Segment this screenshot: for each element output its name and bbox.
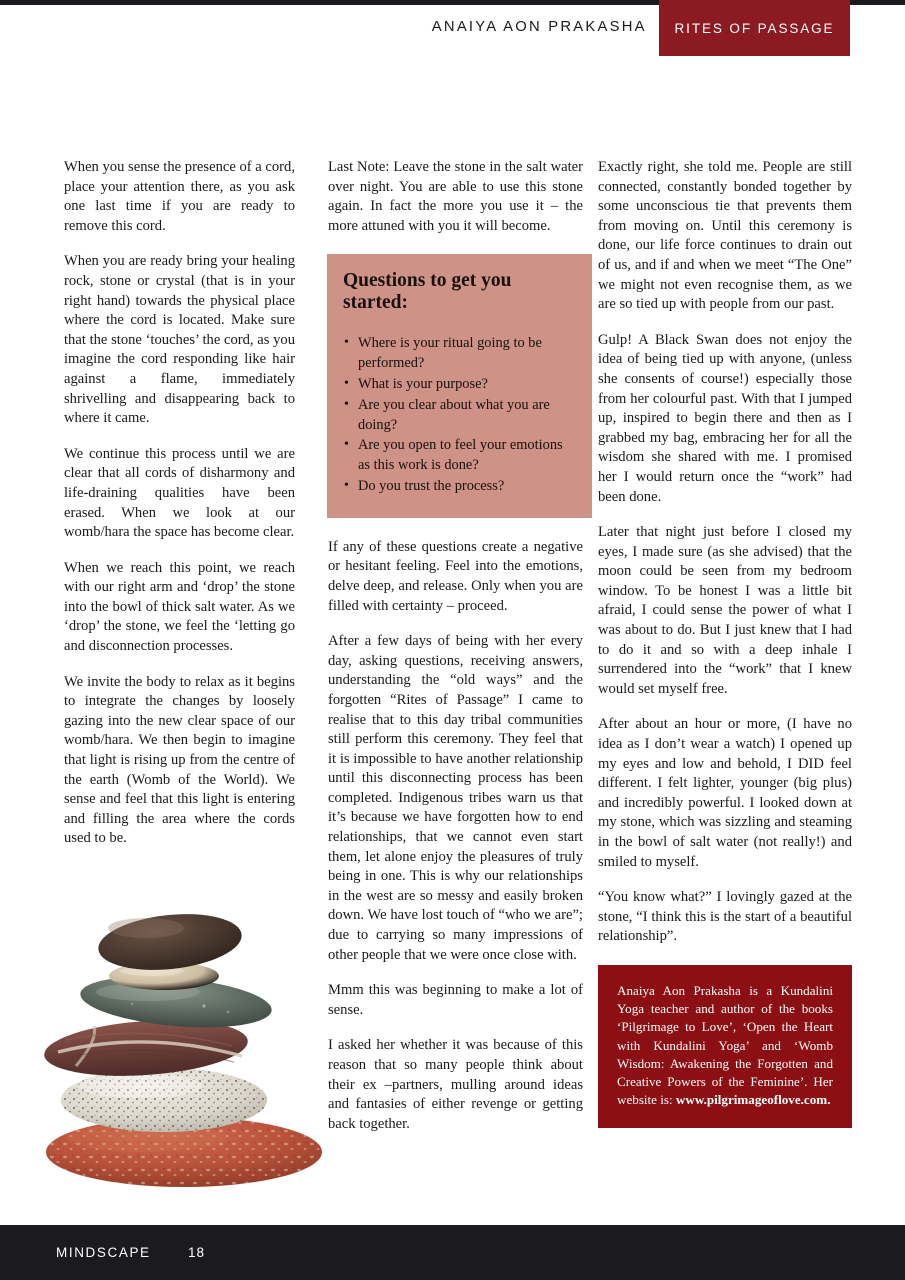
callout-title: Questions to get you started: <box>343 270 512 314</box>
paragraph: “You know what?” I lovingly gazed at the stone, “I think this is the start of a beautiful relationship”. <box>598 889 852 945</box>
masthead-author-name: ANAIYA AON PRAKASHA <box>432 19 647 35</box>
list-item: • Where is your ritual going to be performed? <box>343 334 574 374</box>
paragraph: We invite the body to relax as it begins to integrate the changes by loosely gazing into the new clear space of our womb/hara. We then begin to imagine that light is rising up from the centre of the earth (Womb of the World). We sense and feel that this light is entering and filling the area where the cords used to be. <box>64 673 295 847</box>
list-item: • Are you open to feel your emotions as this work is done? <box>343 436 574 476</box>
paragraph: Gulp! A Black Swan does not enjoy the idea of being tied up with anyone, (unless she consents of course!) especially those from her colourful past. With that I jumped up, inspired to begin there and then as I grabbed my bag, embracing her for all the wisdom she shared with me. I promised her I would return once the “work” had been done. <box>598 331 852 505</box>
paragraph: Later that night just before I closed my eyes, I made sure (as she advised) that the moon could be seen from my bedroom window. To be honest I was a little bit afraid, I could sense the power of what I was about to do. But I just knew that I had to do it and so with a deep inhale I surrendered into the “work” that I knew would set myself free. <box>598 524 852 697</box>
list-item: • What is your purpose? <box>343 375 574 395</box>
dark-brown-top-stone <box>96 908 245 977</box>
paragraph: When you are ready bring your healing rock, stone or crystal (that is in your right hand) towards the physical place where the cord is located. Make sure that the stone ‘touches’ the cord, as you imagine the cord responding like hair against a flame, immediately shrivelling and disappearing back to where it came. <box>64 253 295 427</box>
section-tag-badge <box>659 0 850 56</box>
column-three <box>598 158 852 1128</box>
paragraph: Exactly right, she told me. People are still connected, constantly bonded together by some unconscious tie that prevents them from moving on. Until this ceremony is done, our life force continues to drain out of us, and if and when we meet “The One” we might not even recognise them, as we are so tied up with people from our past. <box>598 159 852 313</box>
paragraph: If any of these questions create a negative or hesitant feeling. Feel into the emotions, delve deep, and release. Only when you are filled with certainty – proceed. <box>328 538 583 614</box>
list-item: • Are you clear about what you are doing? <box>343 396 574 436</box>
paragraph: After about an hour or more, (I have no idea as I don’t wear a watch) I opened up my eyes and low and behold, I DID feel different. I felt lighter, younger (big plus) and incredibly powerful. I looked down at my stone, which was sizzling and steaming in the bowl of salt water (not really!) and smiled to myself. <box>598 716 852 870</box>
paragraph: When we reach this point, we reach with our right arm and ‘drop’ the stone into the bowl of thick salt water. As we ‘drop’ the stone, we feel the ‘letting go and disconnection processes. <box>64 559 295 655</box>
author-bio-box <box>598 965 852 1128</box>
author-website-link[interactable]: www.pilgrimageoflove.com. <box>675 1092 831 1108</box>
paragraph: Last Note: Leave the stone in the salt water over night. You are able to use this stone again. In fact the more you use it – the more attuned with you it will become. <box>328 159 583 234</box>
paragraph: After a few days of being with her every day, asking questions, receiving answers, understanding the “old ways” and the forgotten “Rites of Passage” I came to realise that to this day tribal communities still perform this ceremony. They feel that it is impossible to have another relationship until this disconnecting process has been completed. Indigenous tribes warn us that it’s because we have forgotten how to end relationships, that we cannot even start them, let alone enjoy the pleasures of truly being in one. This is why our relationships in the west are so messy and easily broken down. We have lost touch of “who we are”; due to carrying so many impressions of other people that we were once close with. <box>328 633 583 963</box>
paragraph: I asked her whether it was because of this reason that so many people think about their ex –partners, mulling around ideas and fantasies of either revenge or getting back together. <box>328 1037 583 1132</box>
section-tag-label: RITES OF PASSAGE <box>674 20 835 36</box>
paragraph: We continue this process until we are clear that all cords of disharmony and life-draining qualities have been erased. When we look at our womb/hara the space has become clear. <box>64 445 295 541</box>
bio-body: Anaiya Aon Prakasha is a Kundalini Yoga teacher and author of the books ‘Pilgrimage to Love’, ‘Open the Heart with Kundalini Yoga’ and ‘Womb Wisdom: Awakening the Forgotten and Creative Powers of the Feminine’. Her website is: <box>617 982 833 1108</box>
questions-callout-box <box>327 254 592 517</box>
page-footer <box>0 1225 905 1280</box>
stone-cairn-figure <box>36 880 326 1190</box>
list-item: • Do you trust the process? <box>343 477 574 497</box>
column-two <box>328 158 583 1134</box>
column-one <box>64 158 295 849</box>
paragraph: When you sense the presence of a cord, place your attention there, as you ask one last time if you are ready to remove this cord. <box>64 159 295 234</box>
footer-page-number: 18 <box>188 1245 206 1260</box>
masthead <box>0 0 905 56</box>
footer-brand: MINDSCAPE <box>56 1245 151 1260</box>
callout-question-list <box>343 334 574 496</box>
paragraph: Mmm this was beginning to make a lot of sense. <box>328 982 583 1018</box>
speckled-white-granite-stone <box>61 1068 267 1132</box>
author-bio-text <box>617 982 833 1109</box>
